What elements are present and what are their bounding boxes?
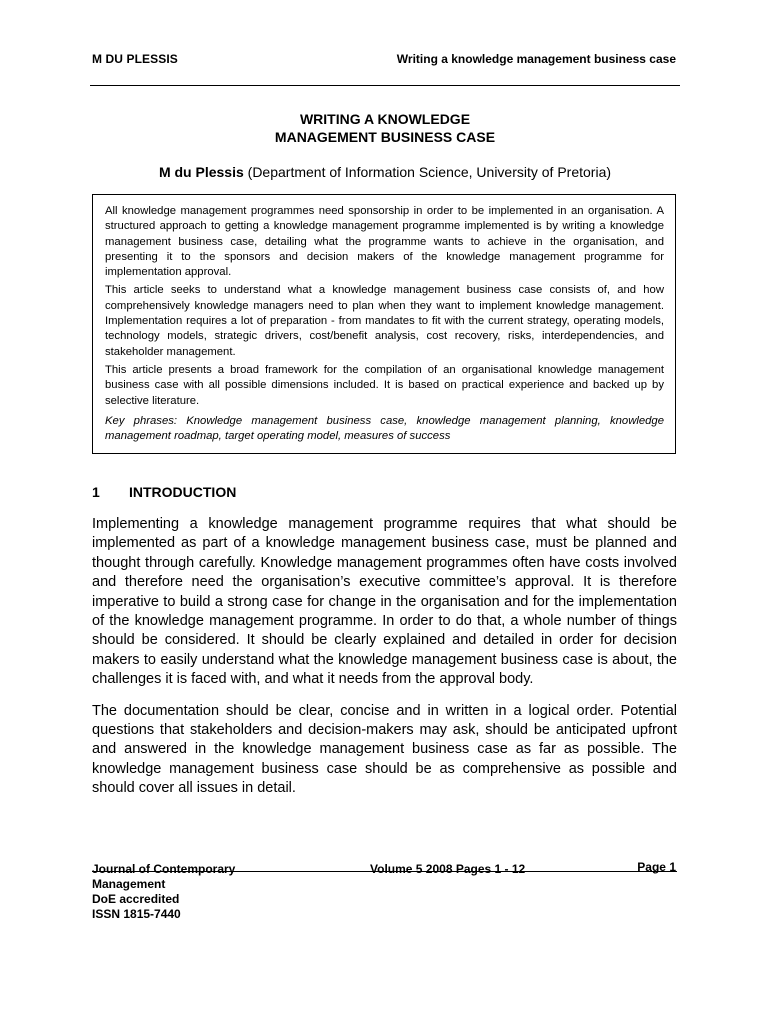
running-header-author: M DU PLESSIS	[92, 52, 178, 66]
footer-volume: Volume 5 2008 Pages 1 - 12	[370, 862, 526, 876]
body-text	[92, 515, 677, 811]
body-paragraph-1: Implementing a knowledge management programme requires that what should be implemented as part of a knowledge management business case, must be planned and thought through carefully. Knowledge management programmes often have costs involved and therefore need the organisation’s executive committee’s approval. It is therefore imperative to build a strong case for change in the organisation and for the implementation of the knowledge management programme. In order to do that, a whole number of things should be considered. It should be clearly explained and detailed in order for decision makers to easily understand what the knowledge management business case is about, the challenges it is faced with, and what it needs from the approval body.	[92, 516, 677, 688]
footer-journal-info	[92, 862, 235, 922]
running-header-title: Writing a knowledge management business case	[396, 52, 676, 66]
author-line	[90, 163, 680, 181]
section-heading-introduction	[92, 484, 236, 500]
footer-journal-line-3: DoE accredited	[92, 892, 180, 906]
section-title: INTRODUCTION	[129, 484, 237, 500]
section-number: 1	[92, 484, 100, 500]
footer-journal-line-2: Management	[92, 877, 166, 891]
footer-journal-line-4: ISSN 1815-7440	[92, 907, 181, 921]
abstract-paragraph-2: This article seeks to understand what a knowledge management business case consists of, and how comprehensively knowledge managers need to plan when they want to implement knowledge management. Implementation requires a lot of preparation - from mandates to fit with the current strategy, operating models, technology models, strategic drivers, cost/benefit analysis, cost recovery, risks, interdependencies, and stakeholder management.	[105, 284, 664, 358]
abstract-paragraph-3: This article presents a broad framework for the compilation of an organisational knowledge management business case with all possible dimensions included. It is based on practical experience and backed up by selective literature.	[105, 363, 664, 407]
key-phrases: Key phrases: Knowledge management business case, knowledge management planning, knowledge management roadmap, target operating model, measures of success	[105, 414, 664, 443]
author-affiliation: (Department of Information Science, University of Pretoria)	[247, 164, 612, 180]
article-title-line-2: MANAGEMENT BUSINESS CASE	[274, 129, 496, 145]
header-divider	[90, 85, 680, 86]
author-name: M du Plessis	[158, 164, 244, 180]
body-paragraph-2: The documentation should be clear, concise and in written in a logical order. Potential questions that stakeholders and decision-makers may ask, should be anticipated upfront and answered in the knowledge management business case as far as possible. The knowledge management business case should be as comprehensive as possible and should cover all issues in detail.	[92, 702, 677, 797]
abstract-box	[92, 194, 676, 454]
article-title-line-1: WRITING A KNOWLEDGE	[299, 111, 471, 127]
footer-journal-line-1: Journal of Contemporary	[92, 862, 236, 876]
article-title	[90, 110, 680, 146]
footer-page-number: Page 1	[637, 860, 676, 874]
abstract-paragraph-1: All knowledge management programmes need sponsorship in order to be implemented in an organisation. A structured approach to getting a knowledge management programme implemented is by writing a knowledge management business case, detailing what the programme wants to achieve in the organisation, and presenting it to the sponsors and decision makers of the knowledge management programme for implementation approval.	[105, 205, 664, 279]
